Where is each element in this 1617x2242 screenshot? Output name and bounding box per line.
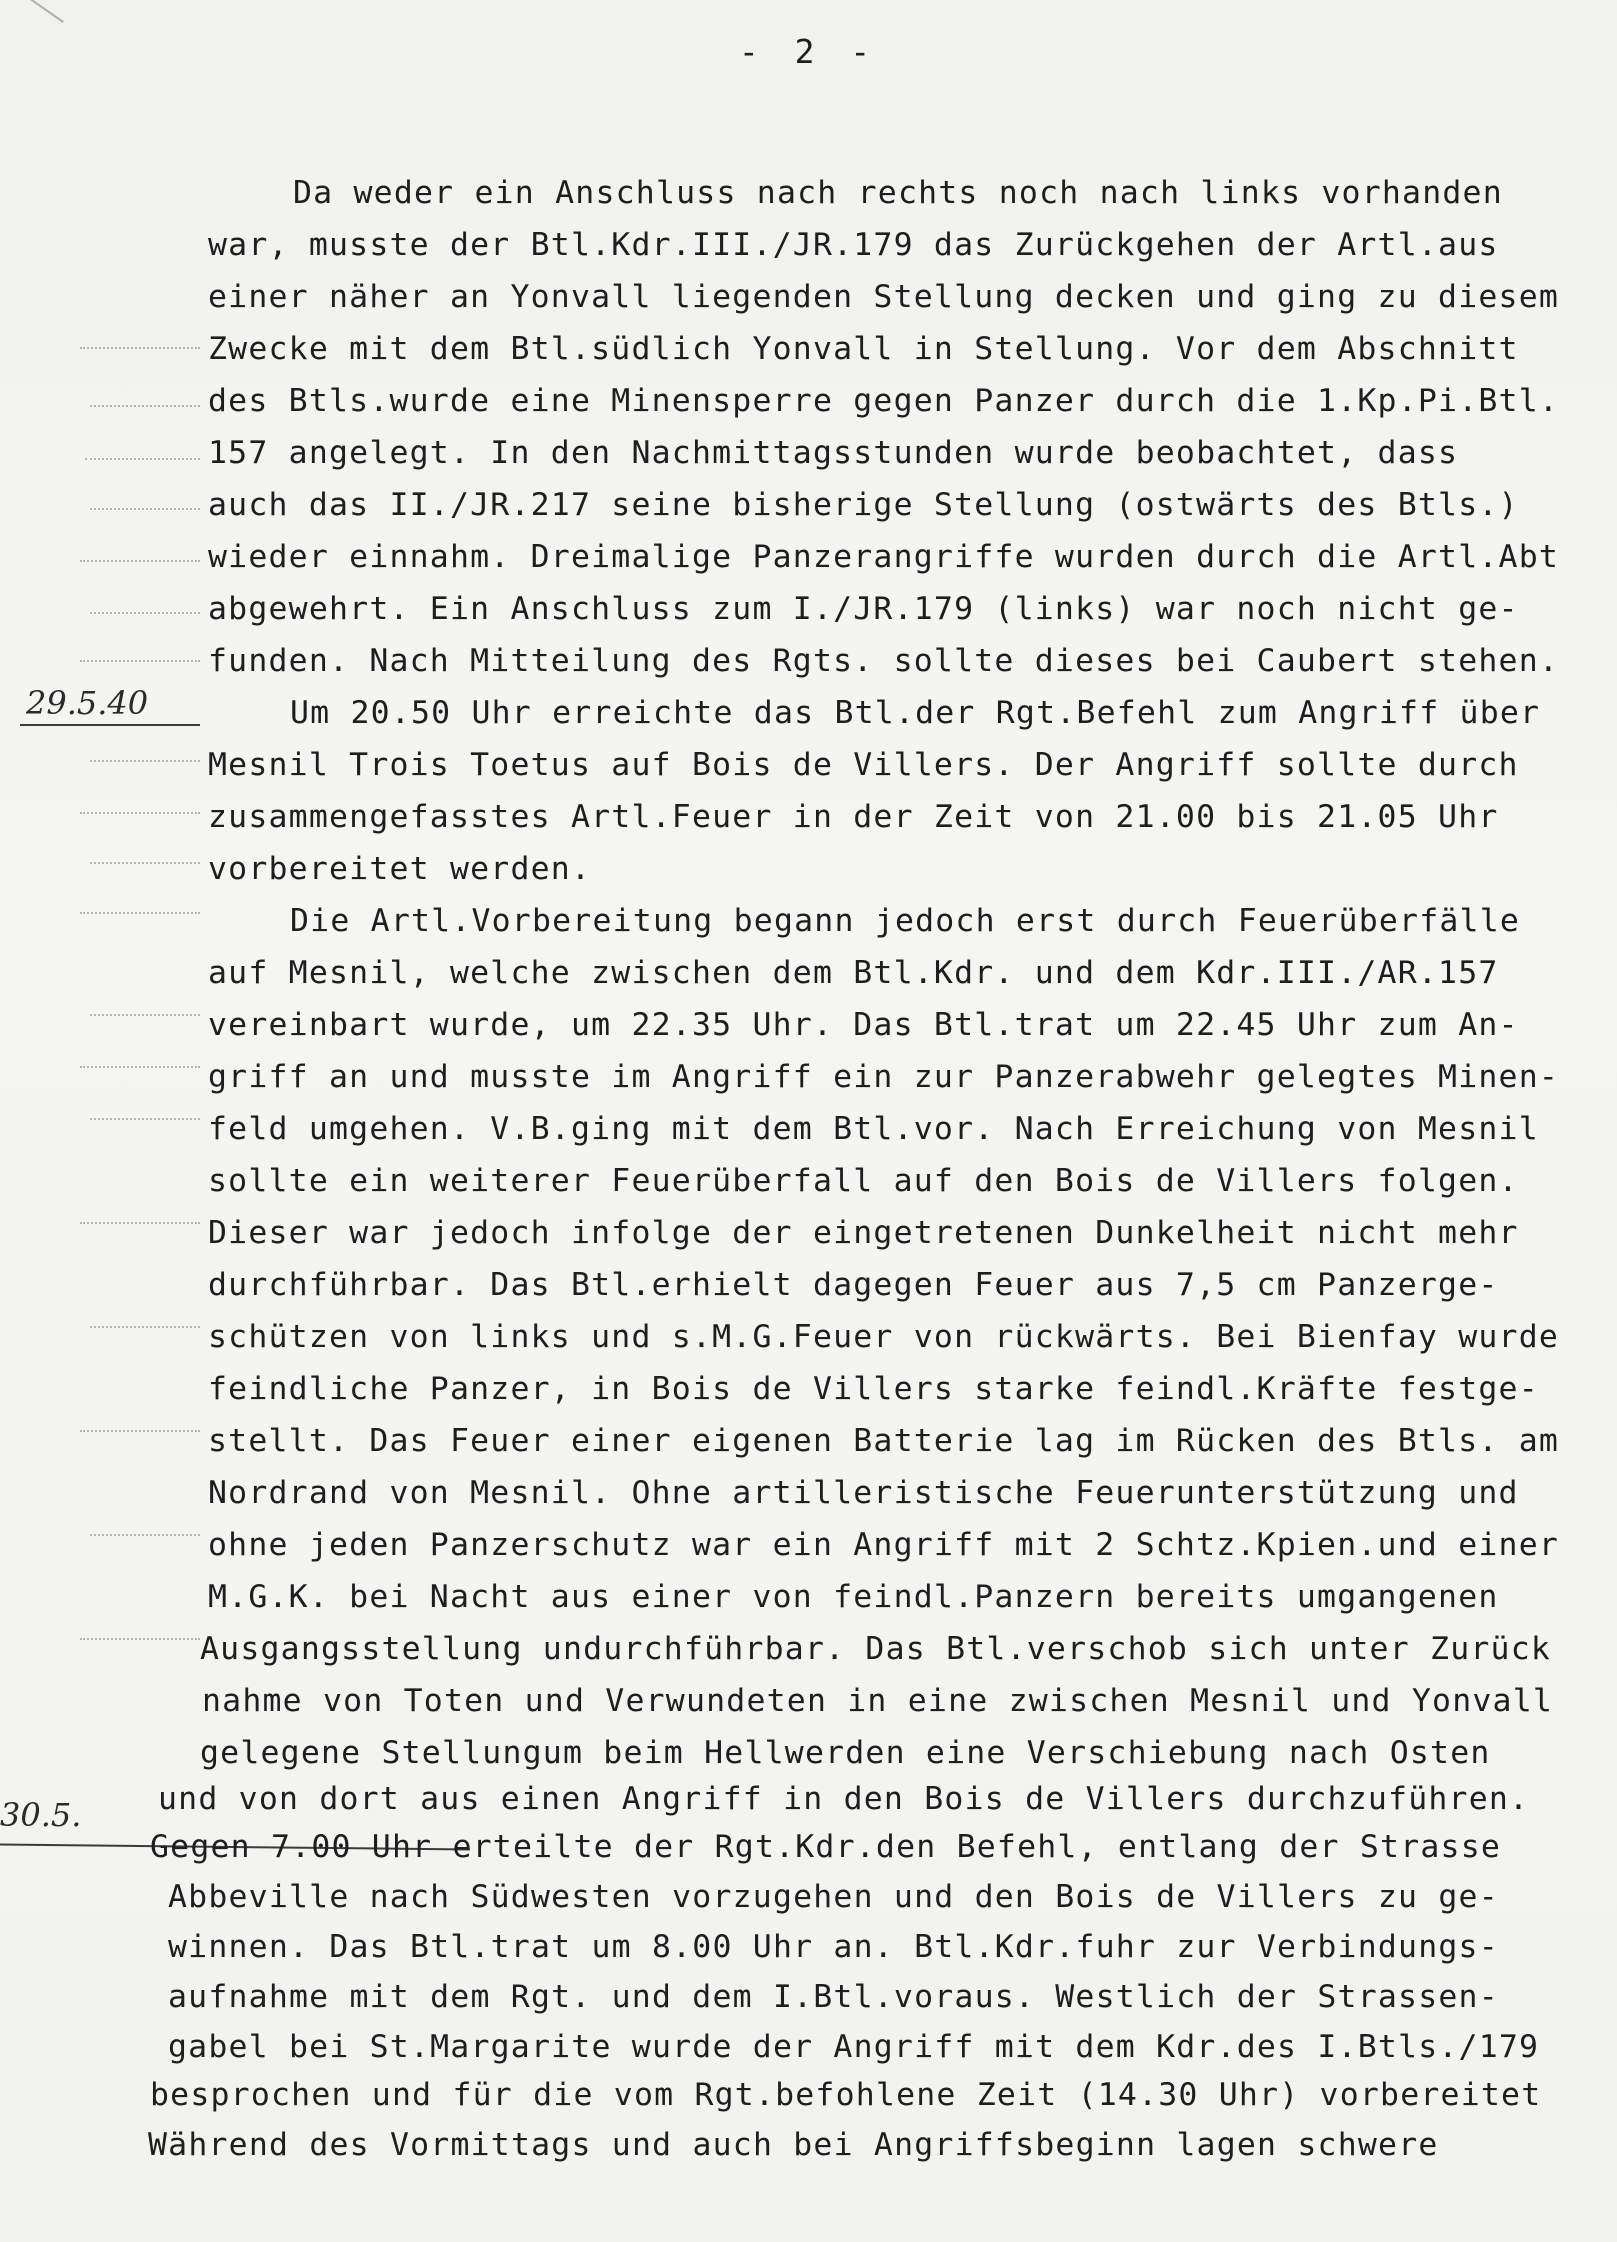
text-line: vereinbart wurde, um 22.35 Uhr. Das Btl.trat um 22.45 Uhr zum An- bbox=[208, 1007, 1519, 1043]
pencil-mark bbox=[30, 0, 98, 23]
margin-dotted-leader bbox=[80, 347, 200, 349]
text-line: zusammengefasstes Artl.Feuer in der Zeit von 21.00 bis 21.05 Uhr bbox=[208, 799, 1499, 835]
text-line: 157 angelegt. In den Nachmittagsstunden wurde beobachtet, dass bbox=[208, 435, 1459, 471]
text-line: nahme von Toten und Verwundeten in eine zwischen Mesnil und Yonvall bbox=[202, 1683, 1554, 1719]
text-line: ohne jeden Panzerschutz war ein Angriff mit 2 Schtz.Kpien.und einer bbox=[208, 1527, 1560, 1563]
text-line: auch das II./JR.217 seine bisherige Stellung (ostwärts des Btls.) bbox=[208, 487, 1519, 523]
text-line: griff an und musste im Angriff ein zur Panzerabwehr gelegtes Minen- bbox=[208, 1059, 1560, 1095]
margin-dotted-leader bbox=[80, 1638, 200, 1640]
page-number: - 2 - bbox=[738, 32, 879, 71]
margin-dotted-leader bbox=[90, 760, 200, 762]
text-line: Um 20.50 Uhr erreichte das Btl.der Rgt.Befehl zum Angriff über bbox=[290, 695, 1541, 731]
text-line: Abbeville nach Südwesten vorzugehen und den Bois de Villers zu ge- bbox=[168, 1879, 1499, 1915]
text-line: vorbereitet werden. bbox=[208, 851, 592, 887]
text-line: und von dort aus einen Angriff in den Bois de Villers durchzuführen. bbox=[158, 1781, 1530, 1817]
margin-dotted-leader bbox=[90, 1326, 200, 1328]
margin-dotted-leader bbox=[90, 405, 200, 407]
text-line: schützen von links und s.M.G.Feuer von rückwärts. Bei Bienfay wurde bbox=[208, 1319, 1560, 1355]
text-line: stellt. Das Feuer einer eigenen Batterie lag im Rücken des Btls. am bbox=[208, 1423, 1560, 1459]
text-line: aufnahme mit dem Rgt. und dem I.Btl.voraus. Westlich der Strassen- bbox=[168, 1979, 1499, 2015]
margin-dotted-leader bbox=[90, 508, 200, 510]
margin-dotted-leader bbox=[80, 1066, 200, 1068]
margin-dotted-leader bbox=[80, 560, 200, 562]
margin-dotted-leader bbox=[80, 812, 200, 814]
text-line: besprochen und für die vom Rgt.befohlene Zeit (14.30 Uhr) vorbereitet bbox=[150, 2077, 1542, 2113]
margin-dotted-leader bbox=[80, 1430, 200, 1432]
text-line: funden. Nach Mitteilung des Rgts. sollte dieses bei Caubert stehen. bbox=[208, 643, 1560, 679]
margin-dotted-leader bbox=[85, 458, 200, 460]
margin-date-underline bbox=[20, 724, 200, 726]
text-line: M.G.K. bei Nacht aus einer von feindl.Panzern bereits umgangenen bbox=[208, 1579, 1499, 1615]
margin-dotted-leader bbox=[90, 1118, 200, 1120]
text-line: sollte ein weiterer Feuerüberfall auf den Bois de Villers folgen. bbox=[208, 1163, 1519, 1199]
text-line: Da weder ein Anschluss nach rechts noch nach links vorhanden bbox=[293, 175, 1503, 211]
margin-dotted-leader bbox=[90, 612, 200, 614]
text-line: des Btls.wurde eine Minensperre gegen Panzer durch die 1.Kp.Pi.Btl. bbox=[208, 383, 1560, 419]
margin-dotted-leader bbox=[90, 1014, 200, 1016]
margin-dotted-leader bbox=[80, 912, 200, 914]
text-line: Gegen 7.00 Uhr erteilte der Rgt.Kdr.den Befehl, entlang der Strasse bbox=[150, 1829, 1502, 1865]
text-line: durchführbar. Das Btl.erhielt dagegen Feuer aus 7,5 cm Panzerge- bbox=[208, 1267, 1499, 1303]
text-line: Zwecke mit dem Btl.südlich Yonvall in Stellung. Vor dem Abschnitt bbox=[208, 331, 1519, 367]
margin-date-note: 30.5. bbox=[0, 1796, 82, 1834]
margin-dotted-leader bbox=[90, 1534, 200, 1536]
text-line: Dieser war jedoch infolge der eingetretenen Dunkelheit nicht mehr bbox=[208, 1215, 1519, 1251]
text-line: Ausgangsstellung undurchführbar. Das Btl.verschob sich unter Zurück bbox=[200, 1631, 1552, 1667]
text-line: Die Artl.Vorbereitung begann jedoch erst durch Feuerüberfälle bbox=[290, 903, 1521, 939]
margin-dotted-leader bbox=[80, 1222, 200, 1224]
text-line: war, musste der Btl.Kdr.III./JR.179 das Zurückgehen der Artl.aus bbox=[208, 227, 1499, 263]
text-line: feld umgehen. V.B.ging mit dem Btl.vor. Nach Erreichung von Mesnil bbox=[208, 1111, 1539, 1147]
margin-dotted-leader bbox=[80, 660, 200, 662]
text-line: Während des Vormittags und auch bei Angriffsbeginn lagen schwere bbox=[148, 2127, 1439, 2163]
text-line: winnen. Das Btl.trat um 8.00 Uhr an. Btl.Kdr.fuhr zur Verbindungs- bbox=[168, 1929, 1499, 1965]
text-line: abgewehrt. Ein Anschluss zum I./JR.179 (links) war noch nicht ge- bbox=[208, 591, 1519, 627]
margin-dotted-leader bbox=[90, 862, 200, 864]
margin-date-note: 29.5.40 bbox=[26, 684, 149, 722]
text-line: gelegene Stellungum beim Hellwerden eine Verschiebung nach Osten bbox=[200, 1735, 1491, 1771]
text-line: Mesnil Trois Toetus auf Bois de Villers. Der Angriff sollte durch bbox=[208, 747, 1519, 783]
text-line: Nordrand von Mesnil. Ohne artilleristische Feuerunterstützung und bbox=[208, 1475, 1519, 1511]
text-line: einer näher an Yonvall liegenden Stellung decken und ging zu diesem bbox=[208, 279, 1560, 315]
text-line: gabel bei St.Margarite wurde der Angriff mit dem Kdr.des I.Btls./179 bbox=[168, 2029, 1540, 2065]
text-line: auf Mesnil, welche zwischen dem Btl.Kdr. und dem Kdr.III./AR.157 bbox=[208, 955, 1499, 991]
text-line: wieder einnahm. Dreimalige Panzerangriffe wurden durch die Artl.Abt bbox=[208, 539, 1560, 575]
text-line: feindliche Panzer, in Bois de Villers starke feindl.Kräfte festge- bbox=[208, 1371, 1539, 1407]
